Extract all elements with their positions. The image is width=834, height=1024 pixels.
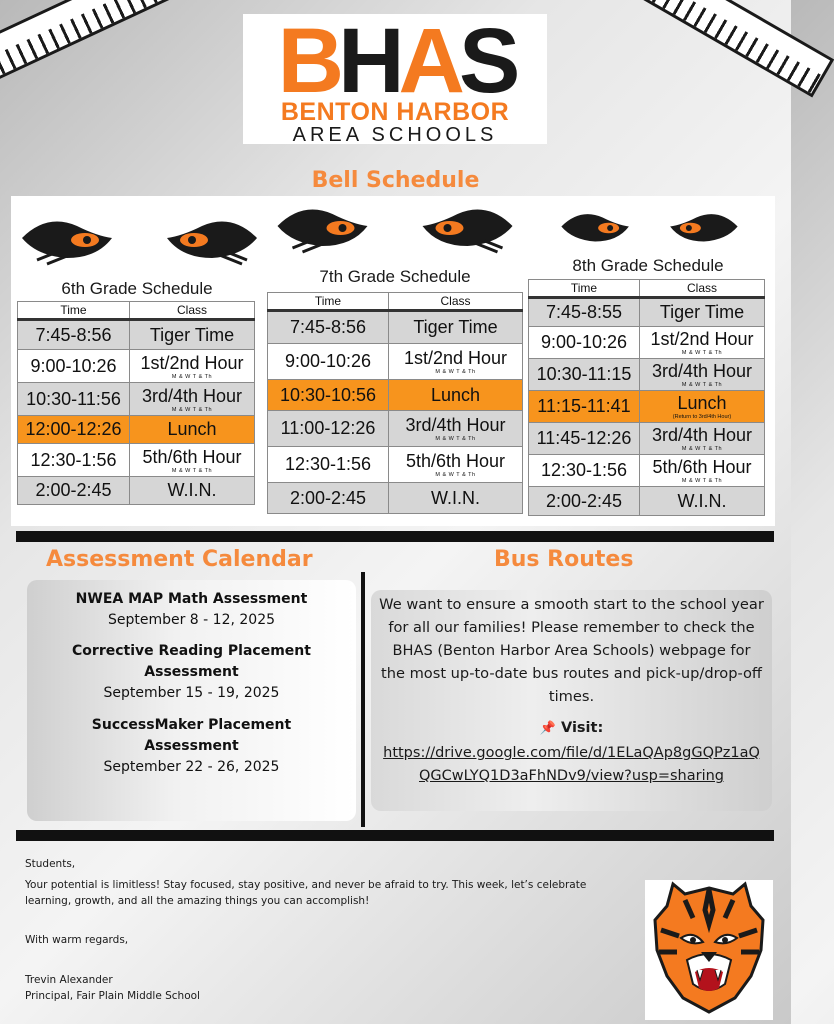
row-class [389,411,523,447]
ruler-left-decoration [0,0,179,88]
row-time: 7:45-8:56 [18,320,130,350]
row-time: 12:30-1:56 [268,447,389,483]
row-time: 9:00-10:26 [529,327,640,359]
table-row [529,487,765,516]
table-row [529,298,765,327]
tiger-eyes-icon [527,204,772,249]
row-time: 10:30-11:56 [18,383,130,416]
schedule-panel [11,196,775,526]
table-row [529,359,765,391]
table-row [18,477,255,505]
tiger-mascot [645,880,773,1020]
assessment-name: SuccessMaker Placement Assessment [91,717,292,754]
letter-signer-title: Principal, Fair Plain Middle School [25,990,200,1002]
table-row [268,411,523,447]
row-class-sub: M & W T & Th [171,467,213,474]
letter-closing: With warm regards, [25,934,129,946]
row-class-sub: (Return to 3rd/4th Hour) [672,414,732,420]
row-class-sub: M & W T & Th [435,369,476,375]
bus-routes-text: We want to ensure a smooth start to the school year for all our families! Please remember to check the BHAS (Benton Harbor Area Schools) webpage for the most up-to-date bus routes and pick-up/drop-off times. [379,596,764,705]
row-class [130,444,255,477]
divider-bar-top [16,531,774,542]
assessment-item [37,715,346,778]
table-row [268,380,523,411]
row-class-sub: M & W T & Th [681,446,723,452]
row-class-sub: M & W T & Th [681,382,723,388]
row-class-label: Lunch [677,393,727,413]
col-time-header: Time [268,293,389,311]
assessment-card [27,580,356,821]
table-row [268,344,523,380]
svg-text:BHAS: BHAS [277,10,515,112]
row-class: W.I.N. [130,477,255,505]
tiger-eyes-icon [17,208,262,268]
logo-line2: AREA SCHOOLS [292,124,498,146]
row-class-label: 3rd/4th Hour [651,361,753,381]
tiger-eyes-icon [267,196,523,256]
divider-bar-bottom [16,830,774,841]
col-time-header: Time [18,302,130,320]
pushpin-icon: 📌 [539,721,556,736]
bus-visit-label [371,720,772,736]
row-class [389,344,523,380]
col-class-header: Class [640,280,765,298]
row-class: Tiger Time [389,311,523,344]
table-row [529,327,765,359]
row-class-sub: M & W T & Th [435,436,476,442]
table-row [18,350,255,383]
letter-signer: Trevin Alexander [25,974,113,986]
row-class [640,327,765,359]
row-time: 11:00-12:26 [268,411,389,447]
row-class: Tiger Time [640,298,765,327]
row-class [640,423,765,455]
bell-schedule-title: Bell Schedule [311,168,480,193]
row-class-label: 5th/6th Hour [142,446,242,467]
logo-line1: BENTON HARBOR [280,98,510,126]
table-row [18,320,255,350]
row-class [640,455,765,487]
row-time: 10:30-11:15 [529,359,640,391]
assessment-date: September 15 - 19, 2025 [103,685,280,701]
col-class-header: Class [130,302,255,320]
row-class-label: 5th/6th Hour [652,457,752,477]
assessment-name: Corrective Reading Placement Assessment [72,643,311,680]
row-class: W.I.N. [640,487,765,516]
row-class-label: 1st/2nd Hour [650,329,754,349]
row-class: Lunch [389,380,523,411]
row-time: 7:45-8:56 [268,311,389,344]
row-class-label: 1st/2nd Hour [403,348,508,368]
col-class-header: Class [389,293,523,311]
table-row [529,455,765,487]
row-class-sub: M & W T & Th [435,472,476,478]
col-time-header: Time [529,280,640,298]
row-class-label: 3rd/4th Hour [651,425,753,445]
row-class-sub: M & W T & Th [681,478,723,484]
visit-label-text: Visit: [560,720,604,736]
assessment-date: September 22 - 26, 2025 [103,759,280,775]
row-time: 11:45-12:26 [529,423,640,455]
row-time: 9:00-10:26 [268,344,389,380]
row-time: 11:15-11:41 [529,391,640,423]
assessment-calendar-title: Assessment Calendar [46,547,313,572]
grade7-table [267,292,523,514]
row-time: 2:00-2:45 [18,477,130,505]
bus-routes-title: Bus Routes [494,547,634,572]
row-time: 2:00-2:45 [268,483,389,514]
row-class-sub: M & W T & Th [171,406,213,413]
row-class [640,391,765,423]
table-row [529,423,765,455]
row-class: Tiger Time [130,320,255,350]
row-class [389,447,523,483]
row-class-label: 1st/2nd Hour [140,352,244,373]
grade8-table [528,279,765,516]
row-class-label: 3rd/4th Hour [141,385,243,406]
row-time: 10:30-10:56 [268,380,389,411]
table-row [18,444,255,477]
grade8-title: 8th Grade Schedule [572,256,724,275]
row-time: 12:30-1:56 [18,444,130,477]
tiger-head-icon [645,880,773,1020]
row-class [130,383,255,416]
row-class: W.I.N. [389,483,523,514]
assessment-item [37,641,346,704]
bus-routes-card [371,590,772,811]
table-row [268,311,523,344]
bhas-logo [243,10,547,146]
row-class-sub: M & W T & Th [681,350,723,356]
table-row [268,447,523,483]
row-class-label: 3rd/4th Hour [405,415,506,435]
row-time: 12:00-12:26 [18,416,130,444]
row-time: 2:00-2:45 [529,487,640,516]
letter-body: Your potential is limitless! Stay focused, stay positive, and never be afraid to try. This week, let’s celebrate learning, growth, and all the amazing things you can accomplish! [25,879,587,907]
row-time: 12:30-1:56 [529,455,640,487]
bus-routes-link[interactable]: https://drive.google.com/file/d/1ELaQAp8gGQPz1aQQGCwLYQ1D3aFhNDv9/view?usp=sharing [383,745,760,784]
grade6-table [17,301,255,505]
row-class: Lunch [130,416,255,444]
assessment-name: NWEA MAP Math Assessment [75,591,308,607]
letter-greeting: Students, [25,858,76,870]
assessment-date: September 8 - 12, 2025 [107,612,276,628]
row-class [640,359,765,391]
table-row [18,416,255,444]
grade7-title: 7th Grade Schedule [319,267,471,286]
row-time: 7:45-8:55 [529,298,640,327]
table-row [268,483,523,514]
row-class-label: 5th/6th Hour [405,451,506,471]
assessment-item [37,589,346,631]
vertical-divider [361,572,365,827]
ruler-right-decoration [596,0,834,98]
table-row [18,383,255,416]
table-row [529,391,765,423]
row-time: 9:00-10:26 [18,350,130,383]
row-class [130,350,255,383]
row-class-sub: M & W T & Th [171,373,213,380]
grade6-title: 6th Grade Schedule [61,279,213,298]
